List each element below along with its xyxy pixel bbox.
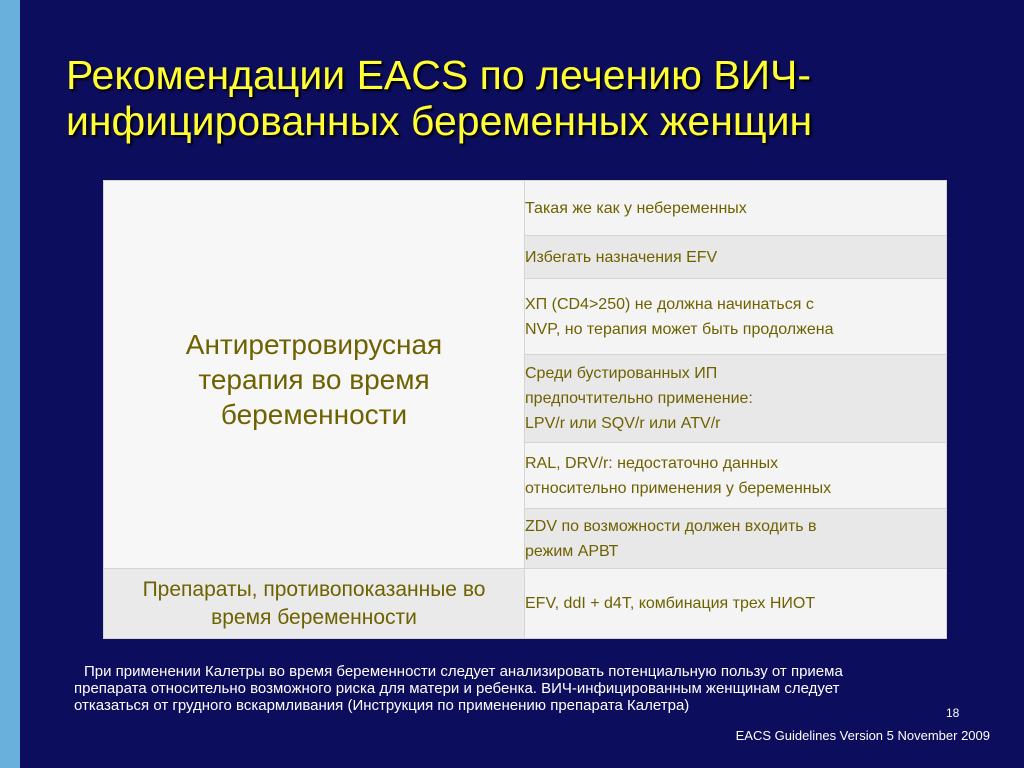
cell-line: предпочтительно применение:	[525, 390, 753, 407]
cell-line: Избегать назначения EFV	[525, 248, 718, 266]
cell-line: режим АРВТ	[525, 542, 619, 560]
table-cell	[525, 279, 947, 355]
table-cell	[525, 443, 947, 509]
table-cell	[525, 569, 947, 639]
page-number: 18	[946, 706, 960, 720]
row-header-therapy-line-1: Антиретровирусная	[185, 329, 443, 360]
footnote-line-2: препарата относительно возможного риска для матери и ребенка. ВИЧ-инфицированным женщинам следует	[74, 680, 840, 697]
cell-line: EFV, ddI + d4T, комбинация трех НИОТ	[525, 595, 816, 612]
title-line-1: Рекомендации EACS по лечению ВИЧ-	[66, 52, 812, 98]
cell-line: ZDV по возможности должен входить в	[525, 517, 817, 535]
slide-title	[66, 52, 966, 144]
table-cell	[525, 181, 947, 236]
table-cell	[525, 355, 947, 443]
row-header-contraindicated-label: Препараты, противопоказанные во время беременности	[142, 577, 486, 629]
row-header-therapy-line-2: терапия во время	[198, 364, 430, 395]
title-line-2: инфицированных беременных женщин	[66, 98, 813, 144]
table-cell	[525, 509, 947, 569]
cell-line: относительно применения у беременных	[525, 479, 832, 497]
row-header-therapy	[104, 181, 525, 569]
cell-line: ХП (CD4>250) не должна начинаться с	[525, 295, 814, 313]
footnote-line-3: отказаться от грудного вскармливания (Инструкция по применению препарата Калетра)	[74, 697, 690, 714]
row-header-contraindicated	[104, 569, 525, 639]
cell-line: Такая же как у небеременных	[525, 199, 747, 217]
cell-line: LPV/r или SQV/r или ATV/r	[525, 415, 721, 432]
footnote	[74, 663, 974, 714]
cell-line: NVP, но терапия может быть продолжена	[525, 320, 834, 338]
footnote-line-1: При применении Калетры во время беременности следует анализировать потенциальную пользу от приема	[84, 663, 843, 680]
cell-line: RAL, DRV/r: недостаточно данных	[525, 454, 779, 472]
source-citation: EACS Guidelines Version 5 November 2009	[735, 728, 990, 743]
accent-bar	[0, 0, 20, 768]
cell-line: Среди бустированных ИП	[525, 365, 718, 382]
recommendations-table	[103, 180, 947, 639]
row-header-therapy-line-3: беременности	[220, 399, 408, 430]
table-cell	[525, 236, 947, 279]
